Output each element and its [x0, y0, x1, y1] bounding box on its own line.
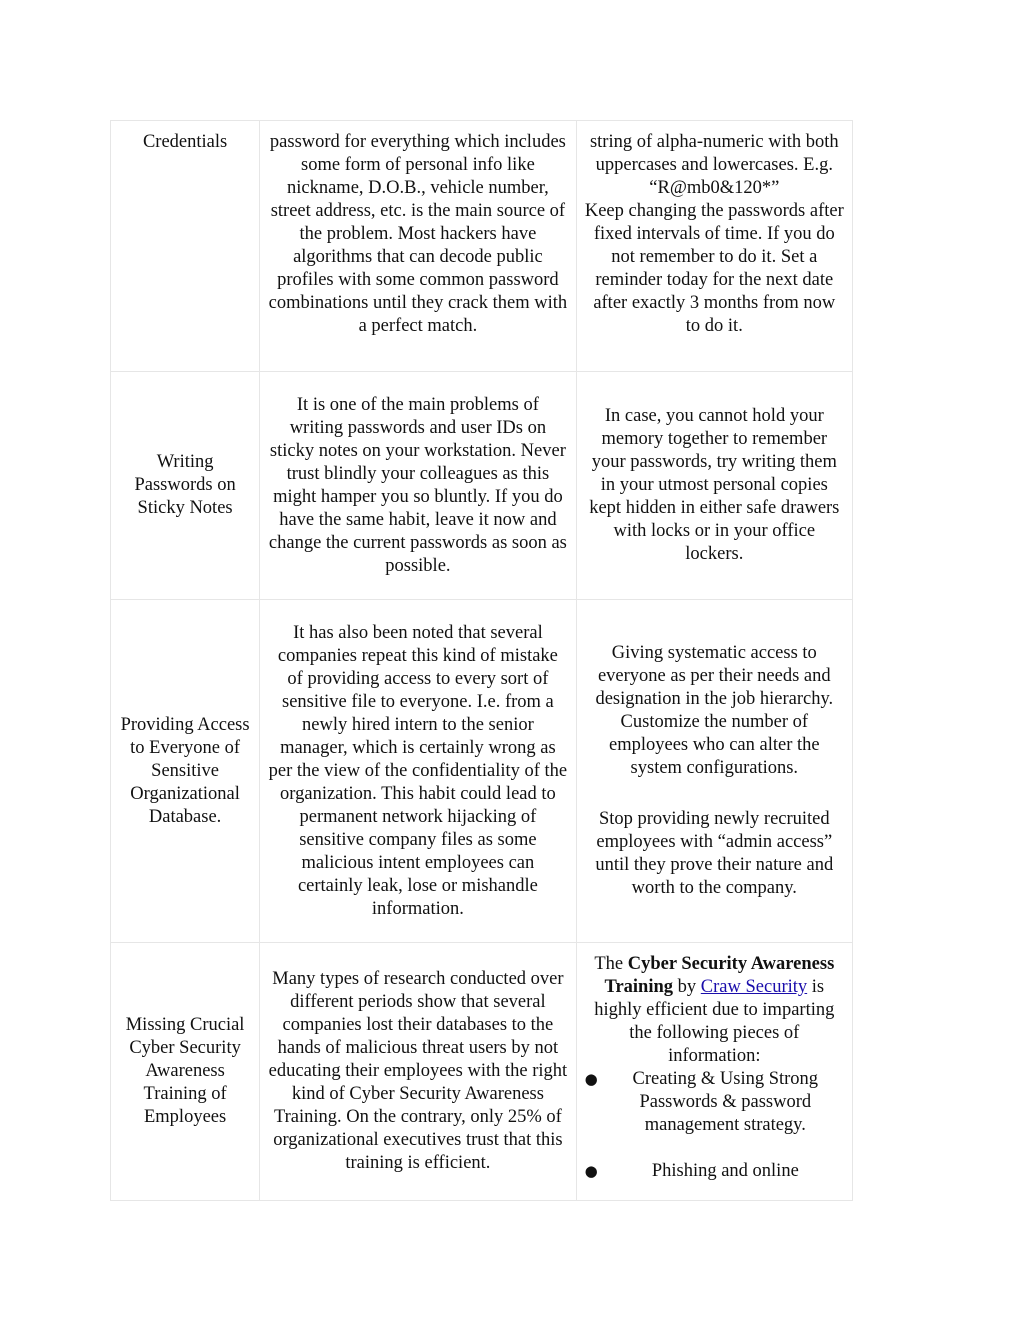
problem-text: Many types of research conducted over different periods show that several companies lost their databases to the hands of malicious threat users by not educating their employees with the right kind of Cyber Security Awareness Training. On the contrary, only 25% of organizational executives trust that this training is efficient. [268, 969, 568, 1173]
problem-cell [260, 943, 576, 1201]
table-row [111, 600, 853, 943]
solution-text: In case, you cannot hold your memory together to remember your passwords, try writing them in your utmost personal copies kept hidden in either safe drawers with locks or in your office lockers. [589, 406, 840, 564]
table-row [111, 372, 853, 600]
topic-cell [111, 943, 260, 1201]
topic-cell [111, 372, 260, 600]
bullet-icon: ● [584, 1162, 598, 1180]
content-table [110, 120, 853, 1201]
solution-text: Customize the number of employees who can alter the system configurations. [609, 712, 820, 778]
solution-text: string of alpha-numeric with both uppercases and lowercases. E.g. “R@mb0&120*” [589, 132, 839, 198]
problem-cell [260, 372, 576, 600]
problem-text: password for everything which includes some form of personal info like nickname, D.O.B., vehicle number, street address, etc. is the main source of the problem. Most hackers have algorithms that can decode public profiles with some common password combinations until they crack them with a perfect match. [268, 132, 568, 336]
solution-intro-pre: The [594, 954, 628, 974]
topic-cell [111, 600, 260, 943]
solution-cell [576, 121, 852, 372]
craw-security-link[interactable]: Craw Security [700, 977, 808, 997]
solution-text: Stop providing newly recruited employees with “admin access” until they prove their nature and worth to the company. [595, 809, 834, 898]
table-row [111, 943, 853, 1201]
topic-text: Credentials [142, 132, 228, 152]
solution-cell [576, 600, 852, 943]
training-name: Cyber Security Awareness Training [604, 954, 835, 997]
problem-cell [260, 121, 576, 372]
problem-text: It is one of the main problems of writing passwords and user IDs on sticky notes on your workstation. Never trust blindly your colleagues as this might hamper you so bluntly. If you do have the same habit, leave it now and change the current passwords as soon as possible. [268, 394, 567, 576]
list-item-text: Phishing and online [651, 1161, 799, 1181]
problem-text: It has also been noted that several companies repeat this kind of mistake of providing access to every sort of sensitive file to everyone. I.e. from a newly hired intern to the senior manager, which is certainly wrong as per the view of the confidentiality of the organization. This habit could lead to permanent network hijacking of sensitive company files as some malicious intent employees can certainly leak, lose or mishandle information. [268, 622, 568, 919]
solution-intro-mid: by [673, 977, 701, 997]
problem-cell [260, 600, 576, 943]
paragraph-spacer [585, 1137, 844, 1160]
paragraph-spacer [585, 780, 844, 808]
topic-cell [111, 121, 260, 372]
solution-cell [576, 372, 852, 600]
topic-text: Writing Passwords on Sticky Notes [134, 452, 236, 518]
table-row [111, 121, 853, 372]
topic-text: Providing Access to Everyone of Sensitive Organizational Database. [120, 714, 250, 827]
solution-text: Keep changing the passwords after fixed intervals of time. If you do not remember to do it. Set a reminder today for the next date after exactly 3 months from now to do it. [584, 201, 844, 336]
bullet-icon: ● [584, 1070, 598, 1088]
topic-text: Missing Crucial Cyber Security Awareness Training of Employees [125, 1015, 245, 1127]
solution-cell [576, 943, 852, 1201]
solution-intro-post: is highly efficient due to imparting the following pieces of information: [594, 977, 835, 1066]
solution-intro [585, 953, 844, 1068]
list-item [585, 1068, 844, 1137]
list-item [585, 1160, 844, 1183]
solution-text: Giving systematic access to everyone as per their needs and designation in the job hierarchy. [595, 643, 834, 709]
list-item-text: Creating & Using Strong Passwords & password management strategy. [632, 1069, 819, 1135]
